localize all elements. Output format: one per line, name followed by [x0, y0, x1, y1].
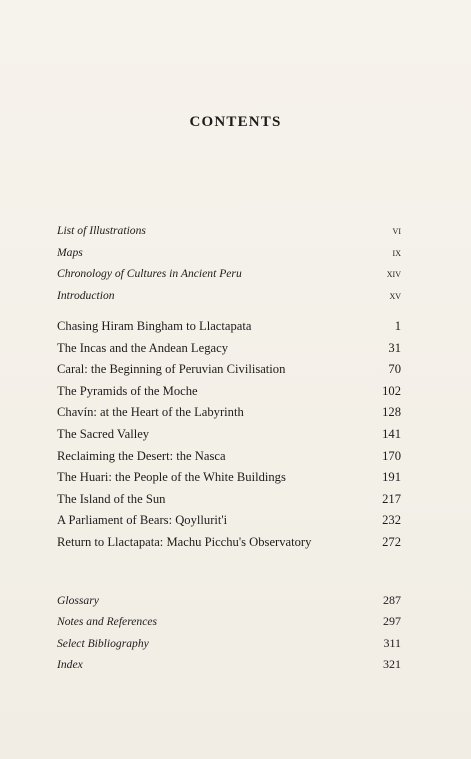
- toc-entry: [57, 510, 401, 532]
- toc-entry-page: 102: [382, 383, 401, 398]
- toc-entry: [57, 424, 401, 446]
- toc-entry-page: 1: [394, 319, 401, 333]
- toc-entry: [57, 381, 401, 403]
- toc-entry-title: The Sacred Valley: [57, 426, 150, 441]
- toc-entry-title: Chasing Hiram Bingham to Llactapata: [57, 319, 252, 333]
- toc-entry-title: Maps: [57, 245, 83, 259]
- page-title: CONTENTS: [189, 114, 282, 130]
- toc-entry-page: 170: [382, 448, 401, 463]
- toc-front-matter: [57, 220, 401, 306]
- toc-entry: [57, 467, 401, 489]
- toc-entry-title: Reclaiming the Desert: the Nasca: [57, 448, 226, 463]
- toc-entry-title: List of Illustrations: [57, 224, 146, 237]
- toc-entry: [57, 285, 401, 307]
- toc-entry: [57, 263, 401, 285]
- toc-entry: [57, 338, 401, 360]
- toc-chapters: [57, 316, 401, 554]
- toc-entry-page: xv: [389, 287, 401, 302]
- toc-entry-page: 128: [382, 405, 401, 420]
- toc-entry: [57, 611, 401, 632]
- toc-entry-title: The Pyramids of the Moche: [57, 383, 198, 398]
- toc-entry-page: 217: [382, 491, 401, 506]
- toc-entry-page: 311: [383, 635, 401, 650]
- toc-entry-page: 70: [388, 362, 401, 377]
- toc-entry-page: xiv: [386, 266, 401, 280]
- toc-entry-page: 287: [383, 593, 401, 607]
- toc-entry-title: Chronology of Cultures in Ancient Peru: [57, 267, 242, 280]
- toc-entry-title: Caral: the Beginning of Peruvian Civilisation: [57, 362, 286, 377]
- toc-entry-page: ix: [392, 244, 401, 259]
- toc-back-matter: [57, 590, 401, 675]
- toc-entry-page: 321: [383, 656, 401, 671]
- toc-entry: [57, 220, 401, 242]
- toc-entry-page: 31: [388, 340, 401, 355]
- toc-entry-title: Introduction: [57, 288, 115, 302]
- toc-entry: [57, 590, 401, 611]
- toc-entry: [57, 359, 401, 381]
- toc-entry-title: Chavín: at the Heart of the Labyrinth: [57, 405, 244, 420]
- toc-entry: [57, 242, 401, 264]
- toc-entry-title: The Incas and the Andean Legacy: [57, 340, 228, 355]
- toc-entry-title: Select Bibliography: [57, 636, 149, 650]
- toc-entry: [57, 633, 401, 654]
- toc-entry: [57, 654, 401, 675]
- toc-entry-title: The Huari: the People of the White Buildings: [57, 470, 286, 485]
- toc-entry: [57, 402, 401, 424]
- toc-entry: [57, 532, 401, 554]
- toc-entry: [57, 489, 401, 511]
- toc-entry-title: Notes and References: [57, 615, 158, 629]
- toc-entry-title: Index: [57, 657, 83, 671]
- toc-entry-page: 191: [382, 470, 401, 485]
- toc-entry-title: Glossary: [57, 594, 99, 607]
- toc-entry-title: A Parliament of Bears: Qoyllurit'i: [57, 513, 228, 528]
- toc-entry: [57, 446, 401, 468]
- toc-entry-title: Return to Llactapata: Machu Picchu's Observatory: [57, 534, 312, 549]
- toc-entry-page: 141: [382, 426, 401, 441]
- toc-entry-title: The Island of the Sun: [57, 491, 166, 506]
- toc-entry-page: 272: [382, 534, 401, 549]
- toc-entry: [57, 316, 401, 338]
- toc-entry-page: 297: [383, 614, 401, 629]
- toc-entry-page: vi: [392, 223, 401, 237]
- toc-entry-page: 232: [382, 513, 401, 528]
